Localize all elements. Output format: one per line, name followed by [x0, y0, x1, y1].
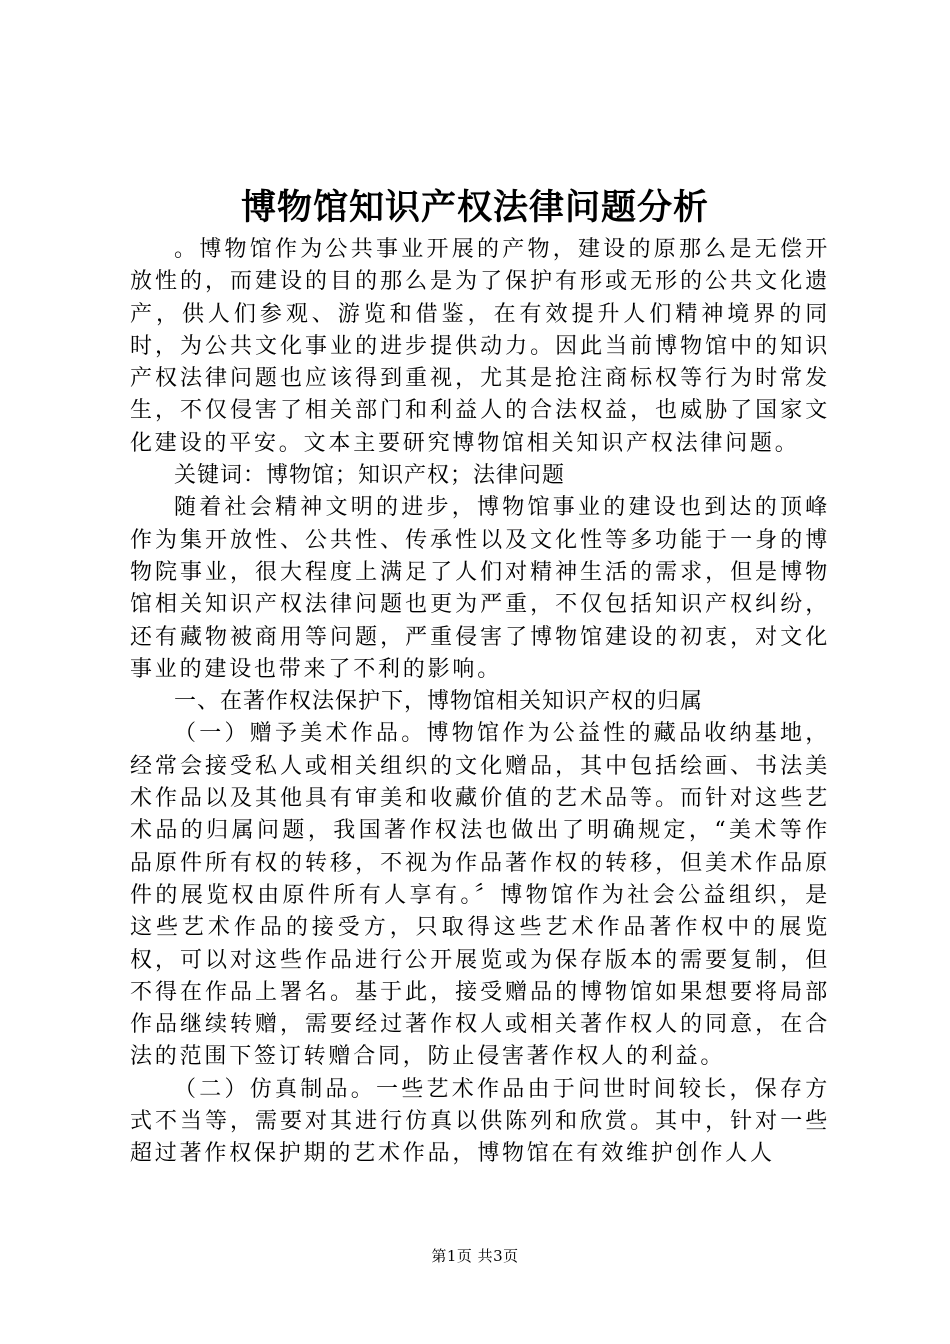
keywords-line: 关键词：博物馆；知识产权；法律问题 — [174, 463, 566, 489]
subsection-paragraph-1: （一）赠予美术作品。博物馆作为公益性的藏品收纳基地，经常会接受私人或相关组织的文化赠品，其中包括绘画、书法美术作品以及其他具有审美和收藏价值的艺术品等。而针对这些艺术品的归属问题，我国著作权法也做出了明确规定，“美术等作品原件所有权的转移，不视为作品著作权的转移，但美术作品原件的展览权由原件所有人享有。〞博物馆作为社会公益组织，是这些艺术作品的接受方，只取得这些艺术作品著作权中的展览权，可以对这些作品进行公开展览或为保存版本的需要复制，但不得在作品上署名。基于此，接受赠品的博物馆如果想要将局部作品继续转赠，需要经过著作权人或相关著作权人的同意，在合法的范围下签订转赠合同，防止侵害著作权人的利益。 — [130, 721, 830, 1070]
intro-paragraph: 随着社会精神文明的进步，博物馆事业的建设也到达的顶峰作为集开放性、公共性、传承性以及文化性等多功能于一身的博物院事业，很大程度上满足了人们对精神生活的需求，但是博物馆相关知识产权法律问题也更为严重，不仅包括知识产权纠纷，还有藏物被商用等问题，严重侵害了博物馆建设的初衷，对文化事业的建设也带来了不利的影响。 — [130, 495, 830, 682]
section-heading: 一、在著作权法保护下，博物馆相关知识产权的归属 — [174, 689, 704, 715]
subsection-paragraph-2: （二）仿真制品。一些艺术作品由于问世时间较长，保存方式不当等，需要对其进行仿真以供陈列和欣赏。其中，针对一些超过著作权保护期的艺术作品，博物馆在有效维护创作人人 — [130, 1076, 830, 1167]
document-title: 博物馆知识产权法律问题分析 — [240, 187, 709, 228]
abstract-paragraph: 。博物馆作为公共事业开展的产物，建设的原那么是无偿开放性的，而建设的目的那么是为了保护有形或无形的公共文化遗产，供人们参观、游览和借鉴，在有效提升人们精神境界的同时，为公共文化事业的进步提供动力。因此当前博物馆中的知识产权法律问题也应该得到重视，尤其是抢注商标权等行为时常发生，不仅侵害了相关部门和利益人的合法权益，也威胁了国家文化建设的平安。文本主要研究博物馆相关知识产权法律问题。 — [130, 237, 830, 456]
document-body — [130, 234, 830, 1171]
page-number-footer: 第1页 共3页 — [431, 1247, 519, 1265]
